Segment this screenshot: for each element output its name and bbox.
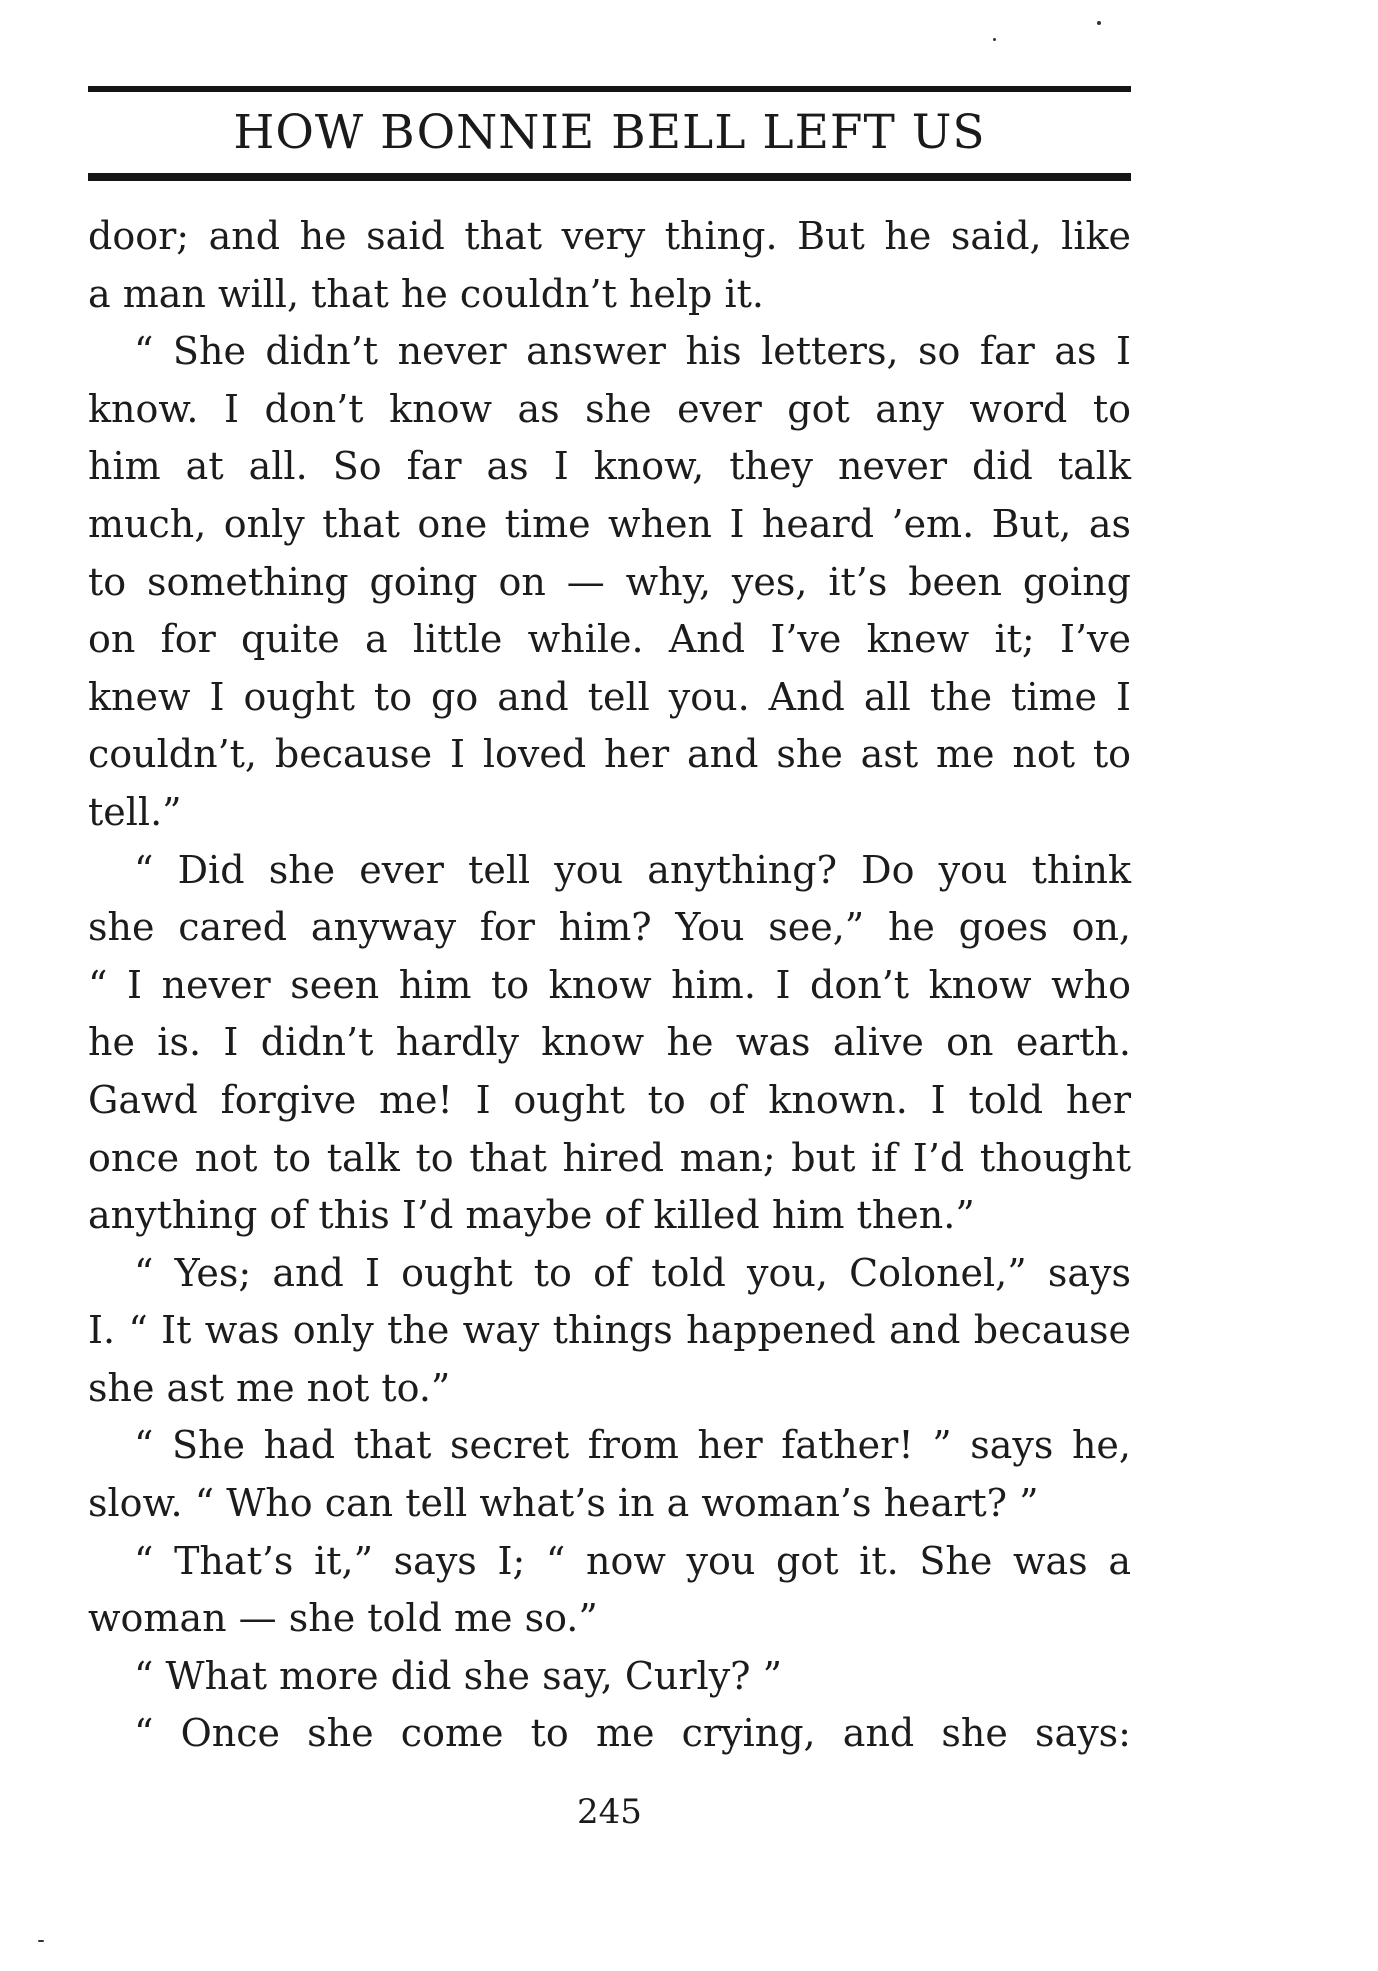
text-line: “ Yes; and I ought to of told you, Colonel,” says: [134, 1250, 1131, 1295]
text-line: once not to talk to that hired man; but if I’d thought: [88, 1135, 1131, 1180]
text-line: I. “ It was only the way things happened and because: [88, 1308, 1131, 1353]
text-line: knew I ought to go and tell you. And all the time I: [88, 674, 1131, 719]
text-line: anything of this I’d maybe of killed him then.”: [88, 1193, 975, 1238]
text-line: “ I never seen him to know him. I don’t know who: [88, 962, 1131, 1007]
text-line: tell.”: [88, 789, 182, 834]
text-line: a man will, that he couldn’t help it.: [88, 271, 764, 316]
text-line: to something going on — why, yes, it’s been going: [88, 559, 1131, 604]
text-line: she cared anyway for him? You see,” he goes on,: [88, 905, 1131, 950]
text-line: Gawd forgive me! I ought to of known. I told her: [88, 1077, 1131, 1122]
text-line: “ Once she come to me crying, and she says:: [134, 1711, 1131, 1756]
text-line: woman — she told me so.”: [88, 1596, 598, 1641]
paper-speck: [38, 1940, 44, 1942]
text-line: “ She didn’t never answer his letters, so far as I: [134, 329, 1131, 374]
text-line: “ That’s it,” says I; “ now you got it. She was a: [134, 1538, 1131, 1583]
text-line: she ast me not to.”: [88, 1365, 451, 1410]
text-line: know. I don’t know as she ever got any word to: [88, 386, 1131, 431]
header-rule-top: [88, 86, 1131, 92]
text-line: “ What more did she say, Curly? ”: [134, 1653, 783, 1698]
header-rule-bottom: [88, 173, 1131, 181]
paper-speck: [1097, 21, 1101, 25]
text-line: slow. “ Who can tell what’s in a woman’s heart? ”: [88, 1481, 1039, 1526]
text-line: couldn’t, because I loved her and she ast me not to: [88, 732, 1131, 777]
running-title: HOW BONNIE BELL LEFT US: [233, 105, 986, 160]
paper-speck: [993, 38, 996, 41]
text-line: “ Did she ever tell you anything? Do you think: [134, 847, 1131, 892]
text-line: “ She had that secret from her father! ” says he,: [134, 1423, 1131, 1468]
text-line: him at all. So far as I know, they never did talk: [88, 444, 1131, 489]
page-number: 245: [577, 1792, 642, 1832]
text-line: he is. I didn’t hardly know he was alive on earth.: [88, 1020, 1131, 1065]
body-text: [88, 208, 1131, 1763]
text-line: on for quite a little while. And I’ve knew it; I’ve: [88, 617, 1131, 662]
text-line: much, only that one time when I heard ’em. But, as: [88, 501, 1131, 546]
text-line: door; and he said that very thing. But he said, like: [88, 214, 1131, 258]
